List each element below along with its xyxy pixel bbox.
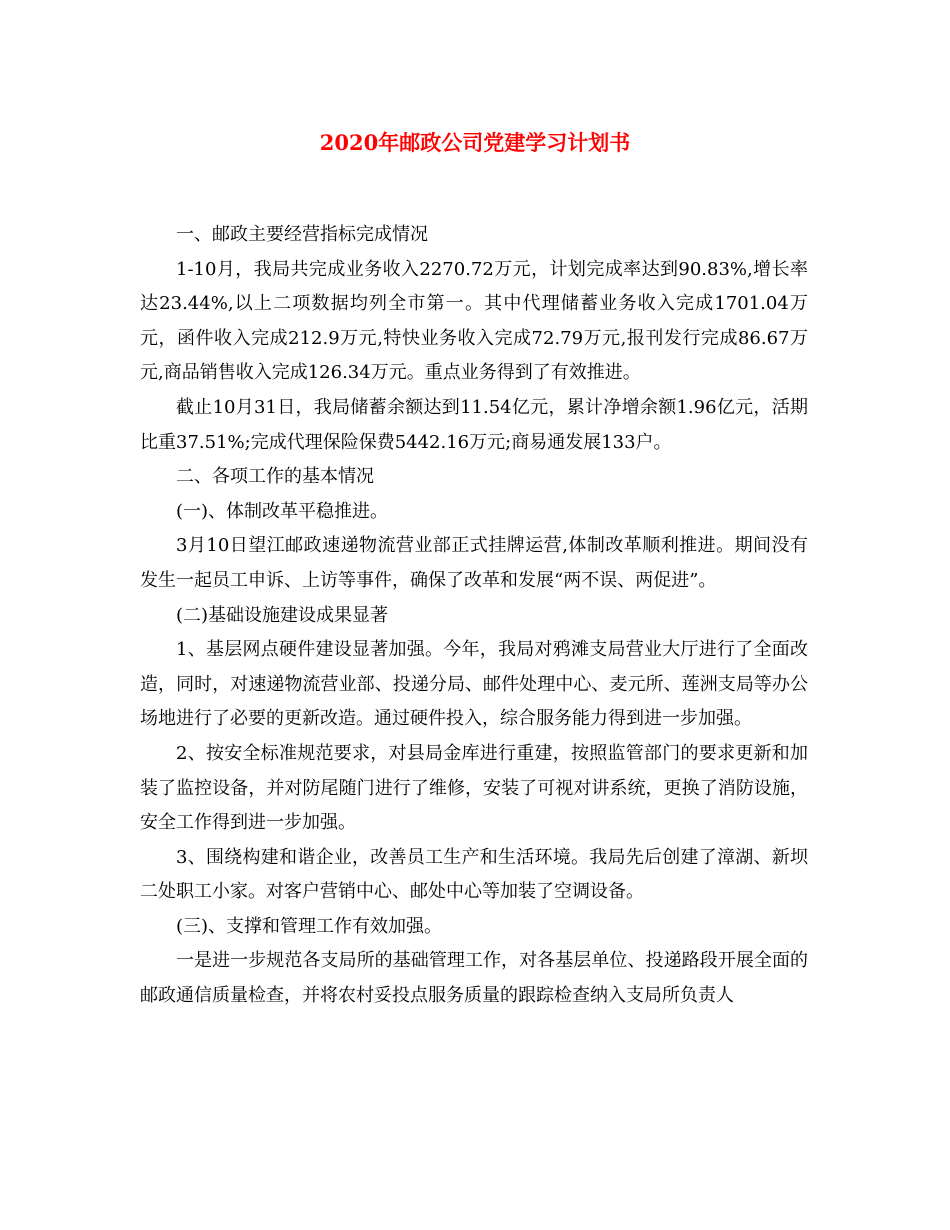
body-paragraph: 3、围绕构建和谐企业，改善员工生产和生活环境。我局先后创建了漳湖、新坝二处职工小家。对客户营销中心、邮处中心等加装了空调设备。 [140, 846, 808, 903]
body-paragraph: 截止10月31日，我局储蓄余额达到11.54亿元，累计净增余额1.96亿元，活期比重37.51%;完成代理保险保费5442.16万元;商易通发展133户。 [140, 396, 808, 453]
body-paragraph: 1、基层网点硬件建设显著加强。今年，我局对鸦滩支局营业大厅进行了全面改造，同时，对速递物流营业部、投递分局、邮件处理中心、麦元所、莲洲支局等办公场地进行了必要的更新改造。通过硬件投入，综合服务能力得到进一步加强。 [140, 639, 808, 730]
body-paragraph: 3月10日望江邮政速递物流营业部正式挂牌运营,体制改革顺利推进。期间没有发生一起员工申诉、上访等事件，确保了改革和发展“两不误、两促进”。 [140, 535, 808, 591]
document-title: 2020年邮政公司党建学习计划书 [319, 130, 631, 155]
section-heading: 一、邮政主要经营指标完成情况 [176, 224, 428, 245]
subsection-heading: (二)基础设施建设成果显著 [176, 604, 389, 626]
section-heading: 二、各项工作的基本情况 [176, 466, 374, 488]
body-paragraph: 一是进一步规范各支局所的基础管理工作，对各基层单位、投递路段开展全面的邮政通信质量检查，并将农村妥投点服务质量的跟踪检查纳入支局所负责人 [140, 950, 808, 1007]
body-paragraph: 2、按安全标准规范要求，对县局金库进行重建，按照监管部门的要求更新和加装了监控设备，并对防尾随门进行了维修，安装了可视对讲系统，更换了消防设施，安全工作得到进一步加强。 [140, 742, 808, 834]
body-paragraph: 1-10月，我局共完成业务收入2270.72万元，计划完成率达到90.83%,增长率达23.44%,以上二项数据均列全市第一。其中代理储蓄业务收入完成1701.04万元，函件收入完成212.9万元,特快业务收入完成72.79万元,报刊发行完成86.67万元,商品销售收入完成126.34万元。重点业务得到了有效推进。 [140, 258, 809, 384]
subsection-heading: (一)、体制改革平稳推进。 [176, 500, 389, 522]
subsection-heading: (三)、支撑和管理工作有效加强。 [176, 915, 443, 937]
document-body [140, 218, 808, 1014]
